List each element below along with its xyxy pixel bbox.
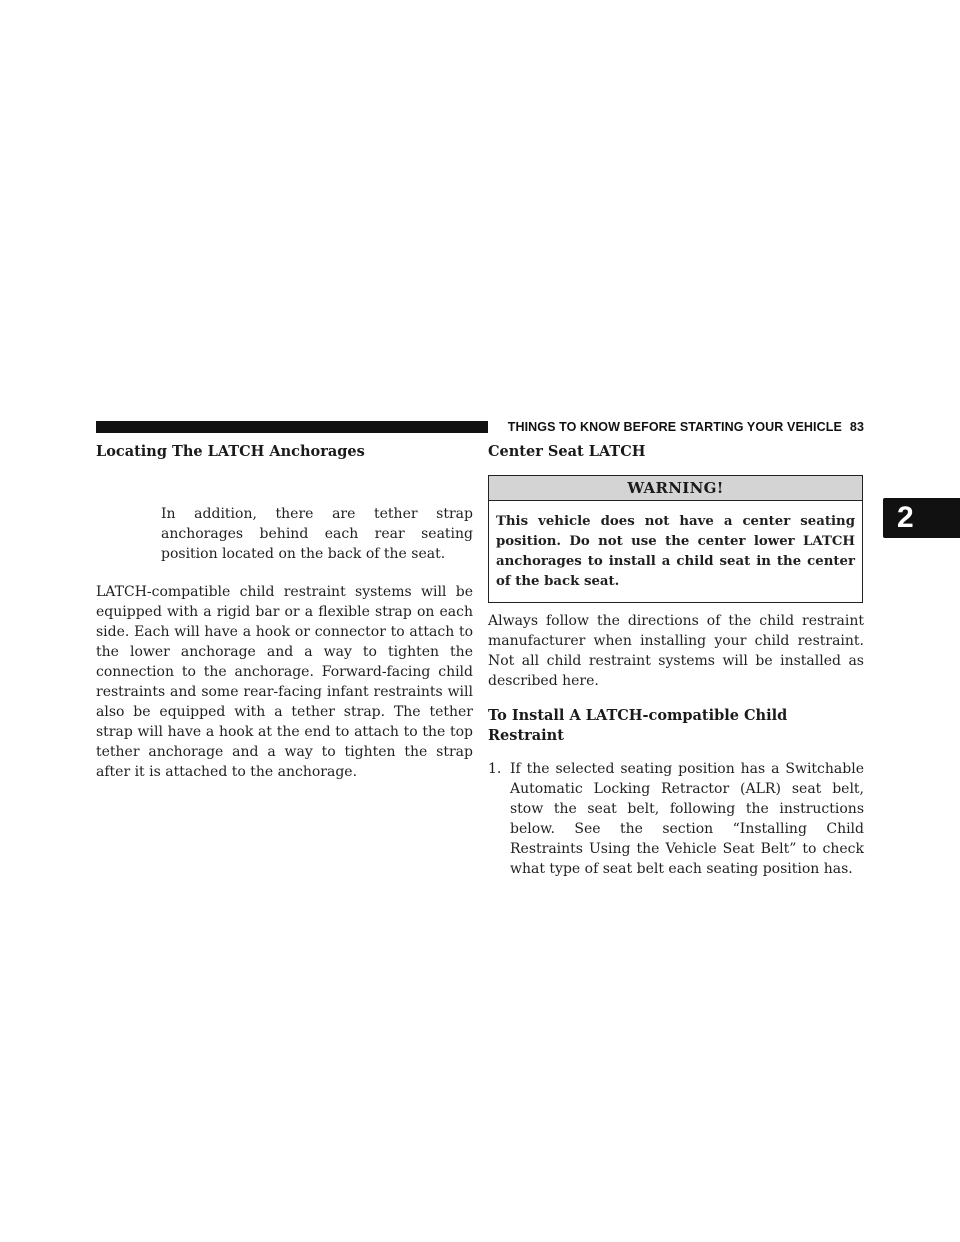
page-number: 83 [849, 420, 864, 434]
heading-center-seat-latch: Center Seat LATCH [488, 443, 646, 460]
section-title: THINGS TO KNOW BEFORE STARTING YOUR VEHICLE [507, 420, 842, 434]
warning-text: This vehicle does not have a center seating position. Do not use the center lower LATCH anchorages to install a child seat in the center of the back seat. [496, 514, 855, 589]
heading-latch-anchorages: Locating The LATCH Anchorages [96, 443, 365, 460]
warning-title: WARNING! [489, 476, 862, 501]
latch-paragraph: LATCH-compatible child restraint systems will be equipped with a rigid bar or a flexible strap on each side. Each will have a hook or connector to attach to the lower anchorage and a way to tighten the connection to the anchorage. Forward-facing child restraints and some rear-facing infant restraints will also be equipped with a tether strap. The tether strap will have a hook at the end to attach to the top tether anchorage and a way to tighten the strap after it is attached to the anchorage. [96, 584, 473, 780]
header-rule [96, 421, 488, 433]
heading-install-latch: To Install A LATCH-compatible Child Restraint [488, 707, 788, 744]
tether-note: In addition, there are tether strap anchorages behind each rear seating position located on the back of the seat. [161, 506, 473, 562]
chapter-tab [883, 498, 960, 538]
running-header [496, 419, 864, 435]
instructions-paragraph: Always follow the directions of the child restraint manufacturer when installing your child restraint. Not all child restraint systems will be installed as described here. [488, 613, 864, 689]
warning-box [488, 475, 863, 603]
step-text: If the selected seating position has a Switchable Automatic Locking Retractor (ALR) seat belt, stow the seat belt, following the instructions below. See the section “Installing Child Restraints Using the Vehicle Seat Belt” to check what type of seat belt each seating position has. [510, 761, 864, 877]
list-item [488, 759, 864, 879]
chapter-number: 2 [897, 501, 914, 534]
right-column [488, 442, 864, 879]
left-column [96, 442, 473, 782]
step-number: 1. [488, 761, 502, 777]
